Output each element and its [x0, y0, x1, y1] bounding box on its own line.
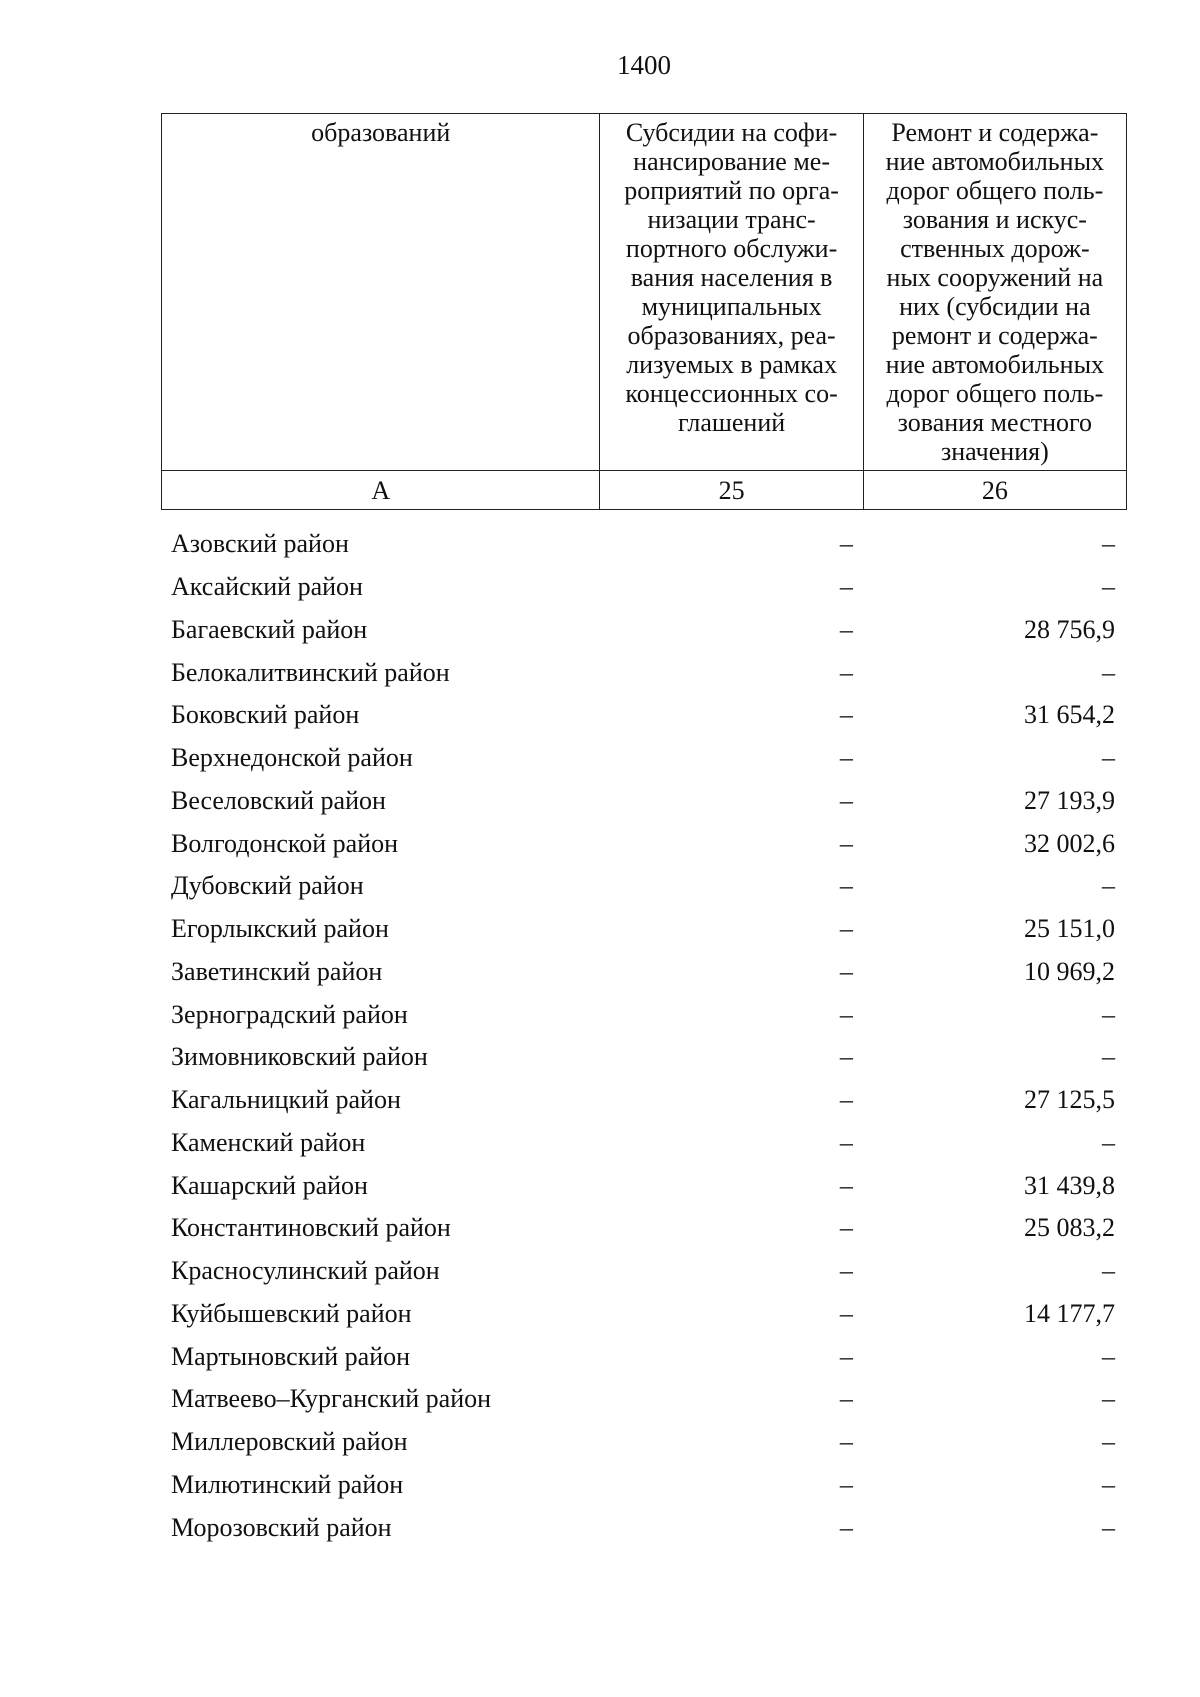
row-value-25: –: [839, 1427, 853, 1457]
row-value-25: –: [839, 1170, 853, 1200]
row-value-25: –: [839, 1085, 853, 1115]
row-value-25: –: [839, 743, 853, 773]
table-row: [161, 651, 1127, 694]
row-value-26: 27 193,9: [1024, 785, 1115, 815]
row-value-26: 25 083,2: [1024, 1213, 1115, 1243]
row-name: Азовский район: [171, 529, 349, 559]
table-row: [161, 1079, 1127, 1122]
table-row: [161, 1122, 1127, 1165]
row-name: Егорлыкский район: [171, 914, 389, 944]
table-row: [161, 1464, 1127, 1507]
row-value-25: –: [839, 785, 853, 815]
row-value-26: 31 439,8: [1024, 1170, 1115, 1200]
row-value-26: –: [1102, 1042, 1115, 1072]
row-name: Морозовский район: [171, 1512, 392, 1542]
table-body: [161, 523, 1127, 1549]
row-name: Кагальницкий район: [171, 1085, 401, 1115]
row-name: Дубовский район: [171, 871, 364, 901]
table-row: [161, 566, 1127, 609]
column-title-26: [863, 114, 1126, 471]
row-value-26: –: [1102, 999, 1115, 1029]
row-value-26: 31 654,2: [1024, 700, 1115, 730]
table-header: [161, 113, 1127, 510]
table-row: [161, 1250, 1127, 1293]
row-value-25: –: [839, 657, 853, 687]
row-value-25: –: [839, 828, 853, 858]
table-row: [161, 993, 1127, 1036]
row-value-26: –: [1102, 1384, 1115, 1414]
row-value-26: –: [1102, 1256, 1115, 1286]
table-row: [161, 1293, 1127, 1336]
row-value-25: –: [839, 1213, 853, 1243]
row-value-25: –: [839, 871, 853, 901]
row-value-25: –: [839, 999, 853, 1029]
row-value-25: –: [839, 529, 853, 559]
table-row: [161, 1164, 1127, 1207]
row-value-25: –: [839, 1298, 853, 1328]
table-row: [161, 951, 1127, 994]
row-name: Красносулинский район: [171, 1256, 440, 1286]
header-number-row: [162, 471, 1127, 510]
row-value-26: –: [1102, 1341, 1115, 1371]
column-title-25-text: Субсидии на софи- нансирование ме- роприятий по орга- низации транс- портного обслужи- вания населения в муниципальных образованиях, реа- лизуемых в рамках концессионных со- глашений: [624, 118, 839, 437]
row-value-26: 25 151,0: [1024, 914, 1115, 944]
row-value-25: –: [839, 572, 853, 602]
column-number-a: А: [162, 471, 600, 510]
row-name: Верхнедонской район: [171, 743, 413, 773]
table-row: [161, 908, 1127, 951]
row-name: Матвеево–Курганский район: [171, 1384, 492, 1414]
table-row: [161, 523, 1127, 566]
row-value-25: –: [839, 614, 853, 644]
table-row: [161, 1335, 1127, 1378]
row-value-25: –: [839, 1042, 853, 1072]
table-row: [161, 865, 1127, 908]
table-row: [161, 737, 1127, 780]
table-row: [161, 1378, 1127, 1421]
row-value-25: –: [839, 914, 853, 944]
row-value-26: –: [1102, 572, 1115, 602]
row-name: Кашарский район: [171, 1170, 368, 1200]
row-value-26: –: [1102, 871, 1115, 901]
row-value-26: –: [1102, 1127, 1115, 1157]
row-name: Куйбышевский район: [171, 1298, 412, 1328]
row-name: Зимовниковский район: [171, 1042, 428, 1072]
row-value-25: –: [839, 1127, 853, 1157]
row-value-26: –: [1102, 657, 1115, 687]
table-row: [161, 822, 1127, 865]
row-value-26: –: [1102, 1512, 1115, 1542]
row-name: Милютинский район: [171, 1469, 404, 1499]
row-value-25: –: [839, 1512, 853, 1542]
table-row: [161, 1207, 1127, 1250]
page-number: 1400: [617, 50, 671, 80]
table-row: [161, 1036, 1127, 1079]
column-number-26: 26: [863, 471, 1126, 510]
row-name: Константиновский район: [171, 1213, 451, 1243]
table-row: [161, 609, 1127, 652]
table-row: [161, 1506, 1127, 1549]
row-name: Аксайский район: [171, 572, 363, 602]
header-title-row: [162, 114, 1127, 471]
row-value-25: –: [839, 1256, 853, 1286]
row-name: Волгодонской район: [171, 828, 399, 858]
column-title-municipality: [162, 114, 600, 471]
row-name: Боковский район: [171, 700, 360, 730]
column-title-municipality-text: образований: [311, 118, 451, 147]
column-number-25: 25: [600, 471, 863, 510]
row-name: Каменский район: [171, 1127, 366, 1157]
row-value-25: –: [839, 1469, 853, 1499]
row-value-26: 27 125,5: [1024, 1085, 1115, 1115]
row-value-26: –: [1102, 529, 1115, 559]
table-row: [161, 1421, 1127, 1464]
column-title-26-text: Ремонт и содержа- ние автомобильных дорог общего поль- зования и искус- ственных дорож- ных сооружений на них (субсидии на ремонт и содержа- ние автомобильных дорог общего поль- зования местного значения): [885, 118, 1105, 466]
row-value-25: –: [839, 956, 853, 986]
row-value-26: 32 002,6: [1024, 828, 1115, 858]
row-value-26: 28 756,9: [1024, 614, 1115, 644]
row-name: Зерноградский район: [171, 999, 408, 1029]
table-row: [161, 780, 1127, 823]
row-name: Веселовский район: [171, 785, 386, 815]
row-name: Белокалитвинский район: [171, 657, 450, 687]
row-name: Мартыновский район: [171, 1341, 411, 1371]
row-name: Заветинский район: [171, 956, 383, 986]
row-name: Миллеровский район: [171, 1427, 408, 1457]
table-row: [161, 694, 1127, 737]
row-value-26: –: [1102, 743, 1115, 773]
row-value-26: –: [1102, 1427, 1115, 1457]
row-value-25: –: [839, 1341, 853, 1371]
row-value-25: –: [839, 1384, 853, 1414]
column-title-25: [600, 114, 863, 471]
row-name: Багаевский район: [171, 614, 368, 644]
row-value-26: 14 177,7: [1024, 1298, 1115, 1328]
row-value-26: 10 969,2: [1024, 956, 1115, 986]
row-value-25: –: [839, 700, 853, 730]
row-value-26: –: [1102, 1469, 1115, 1499]
